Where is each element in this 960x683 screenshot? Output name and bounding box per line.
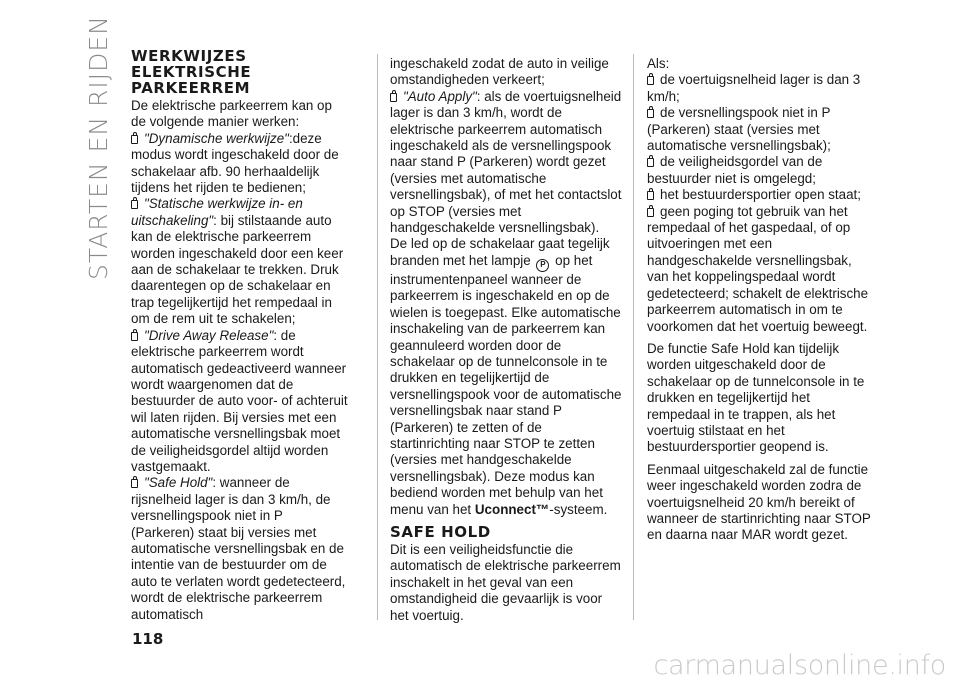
heading-safe-hold: SAFE HOLD	[390, 522, 491, 541]
uconnect-label: Uconnect™	[474, 501, 550, 517]
bullet-icon	[131, 200, 138, 209]
list-item	[390, 89, 622, 237]
list-item	[131, 328, 349, 476]
heading-parking-brake-modes: WERKWIJZES ELEKTRISCHE PARKEERREM	[131, 47, 252, 97]
list-item	[131, 131, 349, 197]
list-item	[647, 154, 873, 187]
intro-text: De elektrische parkeerrem kan op de volgende manier werken:	[131, 98, 332, 130]
section-side-title: STARTEN EN RIJDEN	[84, 15, 113, 280]
item-text: :deze modus wordt ingeschakeld door de schakelaar afb. 90 herhaaldelijk tijdens het rijden te bedienen;	[131, 130, 339, 196]
item-text: : als de voertuigsnelheid lager is dan 3 km/h, wordt de elektrische parkeerrem automatisch ingeschakeld als de versnellingspook naar stand P (Parkeren) wordt gezet (versies met automatische versnellingsbak), of met het contactslot op STOP (versies met handgeschakelde versnellingsbak).	[390, 88, 622, 236]
bullet-icon	[390, 93, 397, 102]
item-text: de versnellingspook niet in P (Parkeren) staat (versies met automatische versnellingsbak);	[647, 105, 831, 154]
column-divider	[633, 54, 634, 620]
watermark: carmanualsonline.info	[653, 650, 946, 681]
list-item	[647, 105, 873, 154]
continued-text: ingeschakeld zodat de auto in veilige omstandigheden verkeert;	[390, 56, 609, 88]
item-text: het bestuurdersportier open staat;	[660, 187, 861, 203]
led-text: De led op de schakelaar gaat tegelijk branden met het lampje	[390, 236, 610, 268]
bullet-icon	[647, 76, 654, 85]
list-item	[647, 187, 873, 203]
system-suffix: -systeem.	[549, 501, 608, 517]
item-label: "Auto Apply"	[403, 88, 477, 104]
item-label: "Dynamische werkwijze"	[144, 130, 289, 146]
bullet-icon	[647, 158, 654, 167]
paragraph: Eenmaal uitgeschakeld zal de functie weer ingeschakeld worden zodra de voertuigsnelheid 20 km/h bereikt of wanneer de startinrichting naar STOP en daarna naar MAR wordt gezet.	[647, 461, 871, 543]
list-item	[131, 196, 349, 327]
item-label: "Statische werkwijze in- en uitschakeling"	[131, 196, 303, 228]
column-3	[647, 56, 873, 544]
item-text: : de elektrische parkeerrem wordt automatisch gedeactiveerd wanneer wordt waargenomen dat de bestuurder de auto voor- of achteruit wil laten rijden. Bij versies met een automatische versnellingsbak moet de veiligheidsgordel altijd worden vastgemaakt.	[131, 327, 348, 474]
bullet-icon	[131, 332, 138, 341]
bullet-icon	[131, 135, 138, 144]
page-number: 118	[132, 630, 164, 648]
item-text: : bij stilstaande auto kan de elektrische parkeerrem worden ingeschakeld door een keer aan de schakelaar te trekken. Druk daarentegen op de schakelaar en trap tegelijkertijd het rempedaal in om de rem uit te schakelen;	[131, 212, 344, 327]
bullet-icon	[647, 191, 654, 200]
item-text: geen poging tot gebruik van het rempedaal of het gaspedaal, of op uitvoeringen met een handgeschakelde versnellingsbak, van het koppelingspedaal wordt gedetecteerd; schakelt de elektrische parkeerrem automatisch in om te voorkomen dat het voertuig beweegt.	[647, 203, 869, 334]
bullet-icon	[647, 208, 654, 217]
column-1	[131, 48, 349, 623]
list-item	[647, 72, 873, 105]
item-label: "Drive Away Release"	[144, 327, 274, 343]
list-item	[647, 204, 873, 335]
paragraph: De functie Safe Hold kan tijdelijk worden uitgeschakeld door de schakelaar op de tunnelconsole in te drukken en tegelijkertijd het rempedaal in te trappen, als het voertuig stilstaat en het bestuurdersportier geopend is.	[647, 340, 865, 455]
column-divider	[377, 54, 378, 620]
bullet-icon	[647, 109, 654, 118]
led-text: op het instrumentenpaneel wanneer de parkeerrem is ingeschakeld en op de wielen is toegepast. Elke automatische inschakeling van de parkeerrem kan geannuleerd worden door de schakelaar op de tunnelconsole in te drukken en tegelijkertijd de versnellingspook voor de automatische versnellingsbak naar stand P (Parkeren) te zetten of de startinrichting naar STOP te zetten (versies met handgeschakelde versnellingsbak). Deze modus kan bediend worden met behulp van het menu van het	[390, 252, 622, 517]
column-2	[390, 56, 622, 624]
bullet-icon	[131, 479, 138, 488]
item-text: de voertuigsnelheid lager is dan 3 km/h;	[647, 72, 861, 104]
list-item	[131, 475, 349, 623]
parking-brake-lamp-icon: P	[536, 259, 549, 272]
als-label: Als:	[647, 56, 670, 71]
led-paragraph	[390, 236, 622, 518]
item-text: de veiligheidsgordel van de bestuurder niet is omgelegd;	[647, 154, 823, 186]
item-label: "Safe Hold"	[144, 475, 213, 491]
safe-hold-text: Dit is een veiligheidsfunctie die automatisch de elektrische parkeerrem inschakelt in het geval van een omstandigheid die gevaarlijk is voor het voertuig.	[390, 541, 621, 623]
item-text: : wanneer de rijsnelheid lager is dan 3 km/h, de versnellingspook niet in P (Parkeren) staat bij versies met automatische versnellingsbak en de intentie van de bestuurder om de auto te verlaten wordt gedetecteerd, wordt de elektrische parkeerrem automatisch	[131, 475, 346, 622]
